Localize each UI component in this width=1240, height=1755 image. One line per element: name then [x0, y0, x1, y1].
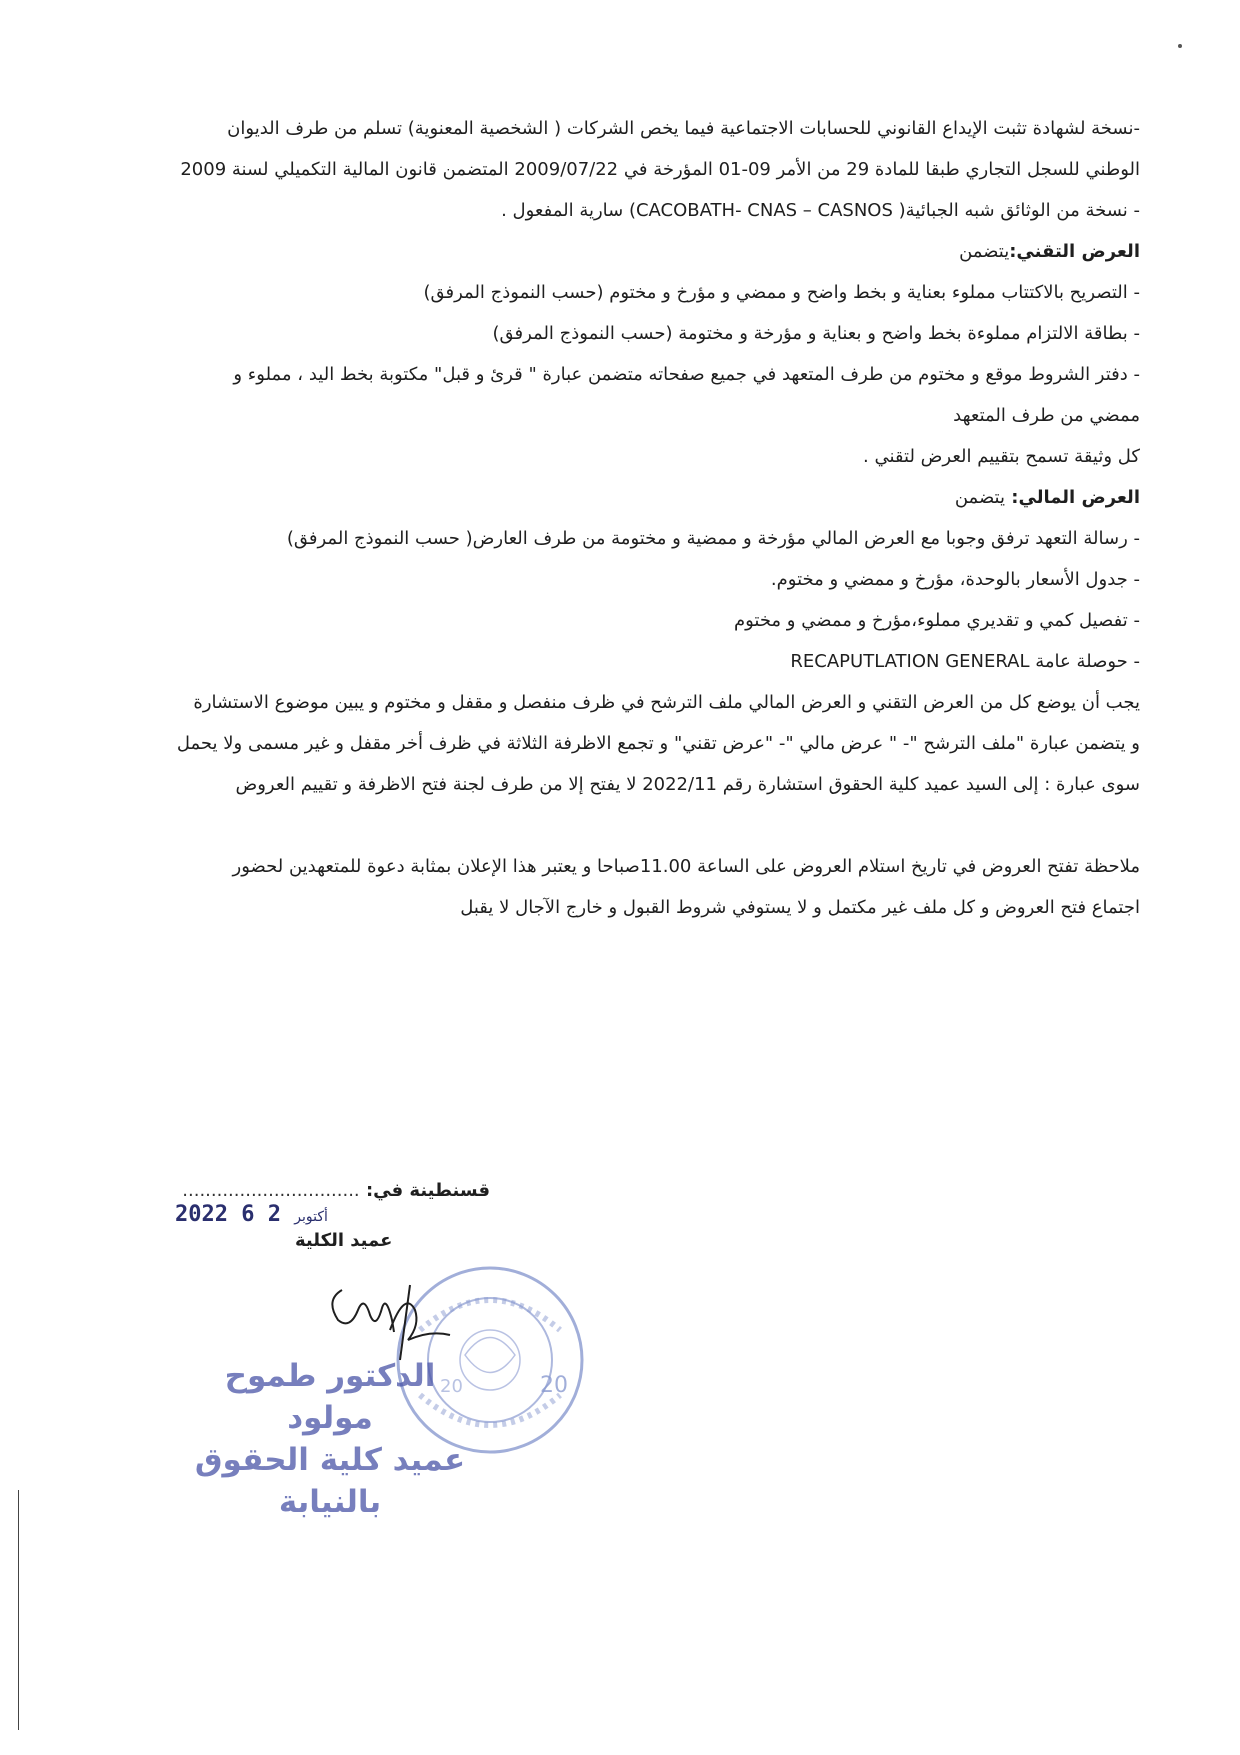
paragraph-line: يجب أن يوضع كل من العرض التقني و العرض المالي ملف الترشح في ظرف منفصل و مقفل و مختوم و يبين موضوع الاستشارة	[193, 692, 1140, 713]
heading-label: العرض التقني:	[1009, 241, 1140, 262]
date-day: 2 6	[241, 1202, 281, 1227]
note-line: ملاحظة تفتح العروض في تاريخ استلام العروض على الساعة 11.00صباحا و يعتبر هذا الإعلان بمثابة دعوة للمتعهدين لحضور	[232, 856, 1140, 877]
technical-offer-heading	[90, 231, 1140, 272]
paragraph-line: و يتضمن عبارة "ملف الترشح "- " عرض مالي "- "عرض تقني" و تجمع الاظرفة الثلاثة في ظرف أخر مقفل و غير مسمى ولا يحمل	[176, 733, 1140, 754]
stamp-line: عميد كلية الحقوق بالنيابة	[194, 1442, 466, 1520]
date-year: 2022	[175, 1202, 228, 1227]
stamp-line: الدكتور طموح مولود	[224, 1358, 436, 1436]
place-label: قسنطينة في:	[365, 1180, 490, 1201]
list-item: - رسالة التعهد ترفق وجوبا مع العرض المالي مؤرخة و ممضية و مختومة من طرف العارض( حسب النموذج المرفق)	[286, 528, 1140, 549]
date-stamp	[175, 1202, 328, 1227]
place-date-line	[90, 1180, 490, 1201]
paragraph-line: سوى عبارة : إلى السيد عميد كلية الحقوق استشارة رقم 2022/11 لا يفتح إلا من طرف لجنة فتح الاظرفة و تقييم العروض	[235, 774, 1140, 795]
heading-rest: يتضمن	[959, 241, 1010, 262]
date-month: أكتوبر	[294, 1209, 328, 1225]
paragraph-line: الوطني للسجل التجاري طبقا للمادة 29 من الأمر 09-01 المؤرخة في 2009/07/22 المتضمن قانون المالية التكميلي لسنة 2009	[180, 159, 1140, 180]
date-dots: ...............................	[182, 1180, 360, 1201]
signature-block	[90, 1180, 568, 1580]
scan-margin-line	[18, 1490, 19, 1730]
heading-rest: يتضمن	[954, 487, 1006, 508]
document-body	[90, 108, 1140, 928]
spacer	[90, 805, 1140, 846]
paragraph-line: -نسخة لشهادة تثبت الإيداع القانوني للحسابات الاجتماعية فيما يخص الشركات ( الشخصية المعنوية) تسلم من طرف الديوان	[227, 118, 1140, 139]
list-item: كل وثيقة تسمح بتقييم العرض لتقني .	[863, 446, 1140, 467]
paragraph-line: - نسخة من الوثائق شبه الجبائية( CACOBATH- CNAS – CASNOS) سارية المفعول .	[501, 200, 1140, 221]
list-item: - حوصلة عامة RECAPUTLATION GENERAL	[790, 651, 1140, 672]
list-item-continued: ممضي من طرف المتعهد	[953, 405, 1140, 426]
list-item: - جدول الأسعار بالوحدة، مؤرخ و ممضي و مختوم.	[770, 569, 1140, 590]
dean-title: عميد الكلية	[295, 1230, 393, 1251]
seal-number: 20	[440, 1376, 463, 1397]
scan-speck	[1178, 44, 1182, 48]
list-item: - تفصيل كمي و تقديري مملوء،مؤرخ و ممضي و مختوم	[733, 610, 1140, 631]
list-item: - بطاقة الالتزام مملوءة بخط واضح و بعناية و مؤرخة و مختومة (حسب النموذج المرفق)	[492, 323, 1140, 344]
seal-number: 20	[540, 1373, 568, 1398]
dean-name-stamp	[185, 1355, 475, 1523]
financial-offer-heading	[90, 477, 1140, 518]
list-item: - التصريح بالاكتتاب مملوء بعناية و بخط واضح و ممضي و مؤرخ و مختوم (حسب النموذج المرفق)	[423, 282, 1140, 303]
note-line: اجتماع فتح العروض و كل ملف غير مكتمل و لا يستوفي شروط القبول و خارج الآجال لا يقبل	[460, 897, 1140, 918]
list-item: - دفتر الشروط موقع و مختوم من طرف المتعهد في جميع صفحاته متضمن عبارة " قرئ و قبل" مكتوبة بخط اليد ، مملوء و	[233, 364, 1140, 385]
heading-label: العرض المالي:	[1011, 487, 1140, 508]
